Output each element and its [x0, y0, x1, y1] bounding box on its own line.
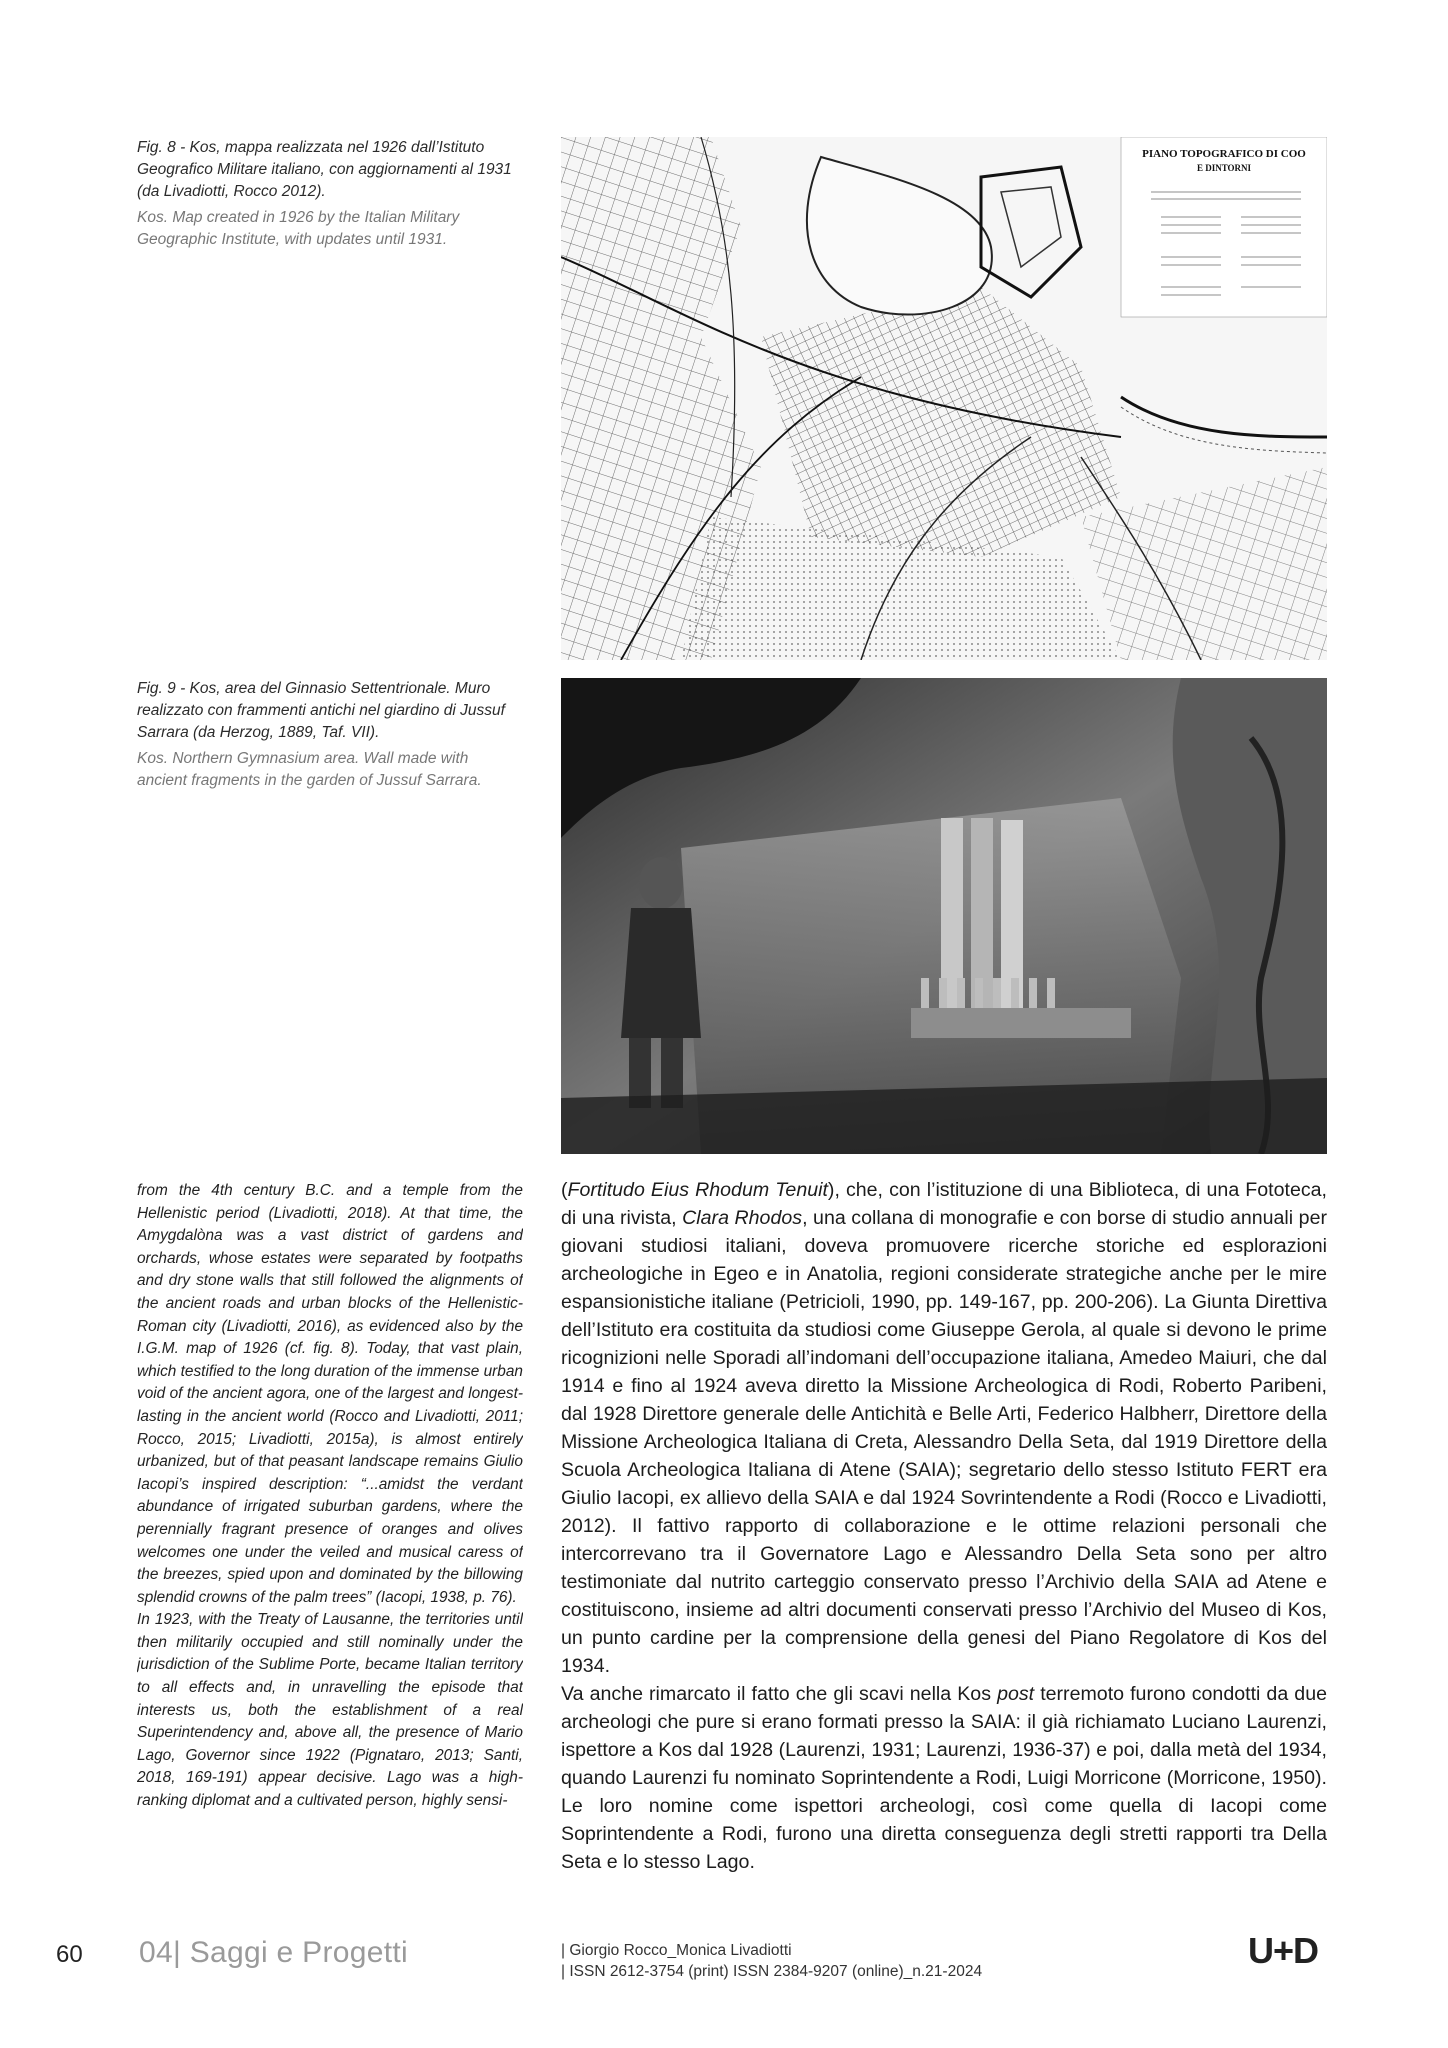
footer-authors: | Giorgio Rocco_Monica Livadiotti: [561, 1942, 792, 1959]
left-paragraph-2: In 1923, with the Treaty of Lausanne, the territories until then militarily occupied and still nominally under the jurisdiction of the Sublime Porte, became Italian territory to all effects and, in unravelling the episode that interests us, both the establishment of a real Superintendency and, above all, the presence of Mario Lago, Governor since 1922 (Pignataro, 2013; Santi, 2018, 169-191) appear decisive. Lago was a high-ranking diplomat and a cultivated person, highly sensi-: [137, 1611, 523, 1810]
map-title: PIANO TOPOGRAFICO DI COO: [1142, 148, 1306, 160]
journal-title: Clara Rhodos: [682, 1207, 803, 1229]
right-paragraph-1: (Fortitudo Eius Rhodum Tenuit), che, con l’istituzione di una Biblioteca, di una Fototeca, di una rivista, Clara Rhodos, una collana di monografie e con borse di studio annuali per giovani studiosi italiani, doveva promuovere ricerche storiche ed esplorazioni archeologiche in Egeo e in Anatolia, regioni considerate strategiche anche per le mire espansionistiche italiane (Petricioli, 1990, pp. 149-167, pp. 200-206). La Giunta Direttiva dell’Istituto era costituita da studiosi come Giuseppe Gerola, al quale si devono le prime ricognizioni nelle Sporadi all’indomani dell’occupazione italiana, Amedeo Maiuri, che dal 1914 e fino al 1924 aveva diretto la Missione Archeologica di Rodi, Roberto Paribeni, dal 1928 Direttore generale delle Antichità e Belle Arti, Federico Halbherr, Direttore della Missione Archeologica Italiana di Creta, Alessandro Della Seta, dal 1919 Direttore della Scuola Archeologica Italiana di Atene (SAIA); segretario dello stesso Istituto FERT era Giulio Iacopi, ex allievo della SAIA e dal 1924 Sovrintendente a Rodi (Rocco e Livadiotti, 2012). Il fattivo rapporto di collaborazione e le ottime relazioni personali che intercorrevano tra il Governatore Lago e Alessandro Della Seta sono per altro testimoniate dal nutrito carteggio conservato presso l’Archivio della SAIA ad Atene e costituiscono, insieme ad altri documenti conservati presso l’Archivio del Museo di Kos, un punto cardine per la comprensione della genesi del Piano Regolatore di Kos del 1934.: [561, 1179, 1327, 1677]
page-number: 60: [56, 1941, 83, 1968]
right-paragraph-2: Va anche rimarcato il fatto che gli scavi nella Kos post terremoto furono condotti da due archeologi che pure si erano formati presso la SAIA: il già richiamato Luciano Laurenzi, ispettore a Kos dal 1928 (Laurenzi, 1931; Laurenzi, 1936-37) e poi, dalla metà del 1934, quando Laurenzi fu nominato Soprintendente a Rodi, Luigi Morricone (Morricone, 1950). Le loro nomine come ispettori archeologi, così come quella di Iacopi come Soprintendente a Rodi, furono una diretta conseguenza degli stretti rapporti tra Della Seta e lo stesso Lago.: [561, 1683, 1327, 1873]
fig9-caption-italian: Fig. 9 - Kos, area del Ginnasio Settentrionale. Muro realizzato con frammenti antichi nel giardino di Jussuf Sarrara (da Herzog, 1889, Taf. VII).: [137, 680, 505, 741]
journal-logo: U+D: [1248, 1930, 1319, 1971]
fig9-caption-english: Kos. Northern Gymnasium area. Wall made with ancient fragments in the garden of Jussuf Sarrara.: [137, 750, 482, 789]
fig8-map-image: [561, 137, 1327, 660]
right-column-text: [561, 1176, 1327, 1921]
footer-meta: [561, 1940, 982, 1982]
fig8-caption-italian: Fig. 8 - Kos, mappa realizzata nel 1926 dall’Istituto Geografico Militare italiano, con aggiornamenti al 1931 (da Livadiotti, Rocco 2012).: [137, 139, 512, 200]
motto-text: Fortitudo Eius Rhodum Tenuit: [567, 1179, 828, 1201]
map-subtitle: E DINTORNI: [1196, 163, 1252, 173]
section-title: 04| Saggi e Progetti: [139, 1936, 408, 1969]
footer-issn: | ISSN 2612-3754 (print) ISSN 2384-9207 (online)_n.21-2024: [561, 1963, 983, 1980]
fig8-caption-english: Kos. Map created in 1926 by the Italian Military Geographic Institute, with updates until 1931.: [137, 209, 460, 248]
left-paragraph-1: from the 4th century B.C. and a temple from the Hellenistic period (Livadiotti, 2018). At that time, the Amygdalòna was a vast district of gardens and orchards, whose estates were separated by footpaths and dry stone walls that still followed the alignments of the ancient roads and urban blocks of the Hellenistic-Roman city (Livadiotti, 2016), as evidenced also by the I.G.M. map of 1926 (cf. fig. 8). Today, that vast plain, which testified to the long duration of the immense urban void of the ancient agora, one of the largest and longest-lasting in the ancient world (Rocco and Livadiotti, 2011; Rocco, 2015; Livadiotti, 2015a), is almost entirely urbanized, but of that peasant landscape remains Giulio Iacopi’s inspired description: “...amidst the verdant abundance of irrigated suburban gardens, where the perennially fragrant presence of oranges and olives welcomes one under the veiled and musical caress of the breezes, spied upon and dominated by the billowing splendid crowns of the palm trees” (Iacopi, 1938, p. 76).: [137, 1182, 523, 1606]
left-column-text: [137, 1180, 523, 1915]
fig9-caption: [137, 678, 512, 792]
map-illustration: [561, 137, 1327, 660]
fig8-caption: [137, 137, 512, 251]
photo-illustration: [561, 678, 1327, 1154]
fig9-photo-image: [561, 678, 1327, 1154]
post-word: post: [997, 1683, 1035, 1705]
